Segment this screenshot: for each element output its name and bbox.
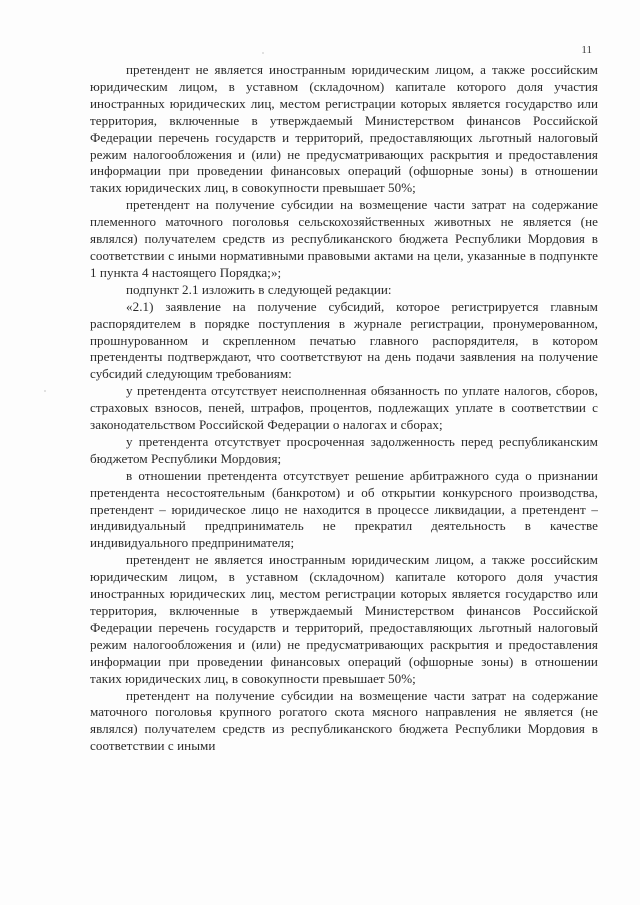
document-body [90,62,598,755]
paragraph: у претендента отсутствует просроченная задолженность перед республиканским бюджетом Республики Мордовия; [90,433,598,466]
paragraph: «2.1) заявление на получение субсидий, которое регистрируется главным распорядителем в порядке поступления в журнале регистрации, пронумерованном, прошнурованном и скрепленном печатью главного распорядителя, в котором претенденты подтверждают, что соответствуют на день подачи заявления на получение субсидий следующим требованиям: [90,298,598,382]
paragraph: претендент на получение субсидии на возмещение части затрат на содержание племенного маточного поголовья сельскохозяйственных животных не является (не являлся) получателем средств из республиканского бюджета Республики Мордовия в соответствии с иными нормативными правовыми актами на цели, указанные в подпункте 1 пункта 4 настоящего Порядка;»; [90,197,598,280]
paragraph: у претендента отсутствует неисполненная обязанность по уплате налогов, сборов, страховых взносов, пеней, штрафов, процентов, подлежащих уплате в соответствии с законодательством Российской Федерации о налогах и сборах; [90,383,598,433]
paragraph: претендент не является иностранным юридическим лицом, а также российским юридическим лицом, в уставном (складочном) капитале которого доля участия иностранных юридических лиц, местом регистрации которых является государство или территория, включенные в утверждаемый Министерством финансов Российской Федерации перечень государств и территорий, предоставляющих льготный налоговый режим налогообложения и (или) не предусматривающих раскрытия и предоставления информации при проведении финансовых операций (офшорные зоны) в отношении таких юридических лиц, в совокупности превышает 50%; [90,552,598,686]
paragraph: подпункт 2.1 изложить в следующей редакции: [126,281,392,297]
paragraph: в отношении претендента отсутствует решение арбитражного суда о признании претендента несостоятельным (банкротом) и об открытии конкурсного производства, претендент – юридическое лицо не находится в процессе ликвидации, а претендент – индивидуальный предприниматель не прекратил деятельность в качестве индивидуального предпринимателя; [90,467,598,551]
scan-speck [262,52,264,54]
paragraph: претендент не является иностранным юридическим лицом, а также российским юридическим лицом, в уставном (складочном) капитале которого доля участия иностранных юридических лиц, местом регистрации которых является государство или территория, включенные в утверждаемый Министерством финансов Российской Федерации перечень государств и территорий, предоставляющих льготный налоговый режим налогообложения и (или) не предусматривающих раскрытия и предоставления информации при проведении финансовых операций (офшорные зоны) в отношении таких юридических лиц, в совокупности превышает 50%; [90,62,598,196]
scan-speck [44,390,46,392]
paragraph: претендент на получение субсидии на возмещение части затрат на содержание маточного поголовья крупного рогатого скота мясного направления не является (не являлся) получателем средств из республиканского бюджета Республики Мордовия в соответствии с иными [90,687,598,754]
page-number: 11 [581,44,592,56]
